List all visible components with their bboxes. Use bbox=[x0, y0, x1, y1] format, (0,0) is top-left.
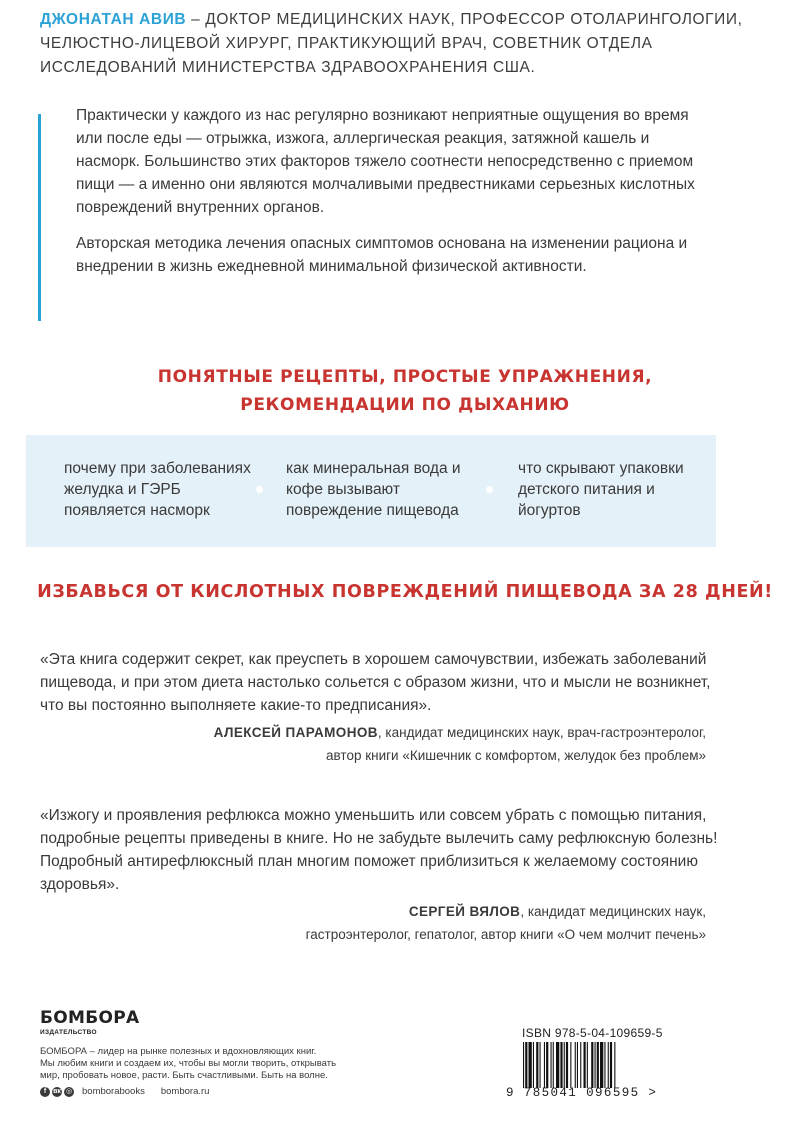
intro-paragraph-2: Авторская методика лечения опасных симптомов основана на изменении рациона и внедрении в жизнь ежедневной минимальной физической активности. bbox=[76, 235, 688, 275]
barcode-bar bbox=[600, 1042, 603, 1088]
review-quote-1: «Эта книга содержит секрет, как преуспеть в хорошем самочувствии, избежать заболеваний пищевода, и при этом диета настолько сольется с образом жизни, что и мысли не возникнет, что вы постоянно выполняете какие-то предписания». bbox=[40, 651, 711, 714]
instagram-icon: ◎ bbox=[65, 1087, 73, 1095]
review-quote-2: «Изжогу и проявления рефлюкса можно уменьшить или совсем убрать с помощью питания, подробные рецепты приведены в книге. Но не забудьте вылечить саму рефлюксную болезнь! Подробный антирефлюксный план многим поможет приблизиться к желаемому состоянию здоровья». bbox=[40, 807, 718, 893]
barcode-number: 9 785041 096595 > bbox=[506, 1086, 658, 1100]
topic-2: как минеральная вода и кофе вызывают повреждение пищевода bbox=[286, 460, 461, 519]
barcode-bar bbox=[570, 1042, 571, 1088]
review-attribution-2 bbox=[26, 900, 706, 946]
barcode-bar bbox=[587, 1042, 588, 1088]
isbn-barcode bbox=[522, 1042, 652, 1088]
facebook-icon: f bbox=[40, 1087, 50, 1097]
barcode-bar bbox=[540, 1042, 541, 1088]
topic-separator-dot bbox=[256, 486, 263, 493]
publisher-line-3: мир, пробовать новое, расти. Быть счастливыми. Быть на волне. bbox=[40, 1070, 328, 1081]
barcode-bar bbox=[591, 1042, 593, 1088]
barcode-bar bbox=[566, 1042, 568, 1088]
topic-3: что скрывают упаковки детского питания и йогуртов bbox=[518, 460, 684, 519]
barcode-bar bbox=[614, 1042, 615, 1088]
topic-separator-dot bbox=[486, 486, 493, 493]
publisher-social bbox=[40, 1086, 209, 1097]
reviewer-book-2: гастроэнтеролог, гепатолог, автор книги «О чем молчит печень» bbox=[305, 927, 706, 942]
barcode-bar bbox=[610, 1042, 612, 1088]
intro-text bbox=[76, 104, 716, 291]
vk-icon: вк bbox=[53, 1087, 61, 1095]
topic-1: почему при заболеваниях желудка и ГЭРБ появляется насморк bbox=[64, 460, 251, 519]
barcode-bar bbox=[544, 1042, 545, 1088]
barcode-bar bbox=[525, 1042, 527, 1088]
publisher-logo-subtitle: ИЗДАТЕЛЬСТВО bbox=[40, 1029, 97, 1036]
features-heading-line-1: ПОНЯТНЫЕ РЕЦЕПТЫ, ПРОСТЫЕ УПРАЖНЕНИЯ, bbox=[157, 367, 653, 387]
publisher-description bbox=[40, 1046, 400, 1082]
barcode-bar bbox=[536, 1042, 538, 1088]
barcode-bar bbox=[529, 1042, 532, 1088]
isbn-label: ISBN 978-5-04-109659-5 bbox=[522, 1026, 663, 1040]
publisher-line-2: Мы любим книги и создаем их, чтобы вы могли творить, открывать bbox=[40, 1058, 337, 1069]
barcode-bar bbox=[577, 1042, 578, 1088]
barcode-bar bbox=[580, 1042, 581, 1088]
review-attribution-1 bbox=[26, 721, 706, 767]
author-bio-text: – ДОКТОР МЕДИЦИНСКИХ НАУК, ПРОФЕССОР ОТОЛАРИНГОЛОГИИ, ЧЕЛЮСТНО-ЛИЦЕВОЙ ХИРУРГ, ПРАКТИКУЮЩИЙ ВРАЧ, СОВЕТНИК ОТДЕЛА ИССЛЕДОВАНИЙ МИНИСТЕРСТВА ЗДРАВООХРАНЕНИЯ США. bbox=[40, 11, 743, 76]
promise-heading: ИЗБАВЬСЯ ОТ КИСЛОТНЫХ ПОВРЕЖДЕНИЙ ПИЩЕВОДА ЗА 28 ДНЕЙ! bbox=[37, 582, 773, 602]
barcode-bar bbox=[595, 1042, 596, 1088]
barcode-bar bbox=[575, 1042, 576, 1088]
barcode-bar bbox=[523, 1042, 524, 1088]
barcode-bar bbox=[546, 1042, 548, 1088]
author-name: ДЖОНАТАН АВИВ bbox=[40, 11, 187, 28]
barcode-bar bbox=[597, 1042, 599, 1088]
intro-accent-bar bbox=[38, 114, 41, 321]
reviewer-role-2: , кандидат медицинских наук, bbox=[520, 904, 706, 919]
barcode-bar bbox=[560, 1042, 562, 1088]
barcode-bar bbox=[533, 1042, 534, 1088]
barcode-bar bbox=[564, 1042, 565, 1088]
barcode-bar bbox=[553, 1042, 554, 1088]
author-bio bbox=[40, 8, 780, 80]
reviewer-name-2: СЕРГЕЙ ВЯЛОВ bbox=[408, 904, 521, 919]
features-heading bbox=[40, 363, 770, 419]
publisher-logo: БОМБОРА bbox=[40, 1008, 140, 1028]
features-heading-line-2: РЕКОМЕНДАЦИИ ПО ДЫХАНИЮ bbox=[240, 395, 570, 415]
barcode-bar bbox=[551, 1042, 552, 1088]
reviewer-role-1: , кандидат медицинских наук, врач-гастроэнтеролог, bbox=[377, 725, 706, 740]
publisher-line-1: БОМБОРА – лидер на рынке полезных и вдохновляющих книг. bbox=[40, 1046, 317, 1057]
reviewer-book-1: автор книги «Кишечник с комфортом, желудок без проблем» bbox=[326, 748, 706, 763]
social-handle: bomborabooks bbox=[82, 1086, 145, 1097]
barcode-bar bbox=[556, 1042, 559, 1088]
barcode-bar bbox=[604, 1042, 605, 1088]
barcode-bar bbox=[608, 1042, 609, 1088]
intro-paragraph-1: Практически у каждого из нас регулярно возникают неприятные ощущения во время или после еды — отрыжка, изжога, аллергическая реакция, затяжной кашель и насморк. Большинство этих факторов тяжело соотнести непосредственно с приемом пищи — а именно они являются молчаливыми предвестниками серьезных кислотных повреждений внутренних органов. bbox=[76, 107, 695, 216]
reviewer-name-1: АЛЕКСЕЙ ПАРАМОНОВ bbox=[213, 725, 378, 740]
barcode-bar bbox=[584, 1042, 586, 1088]
publisher-site: bombora.ru bbox=[160, 1086, 210, 1097]
